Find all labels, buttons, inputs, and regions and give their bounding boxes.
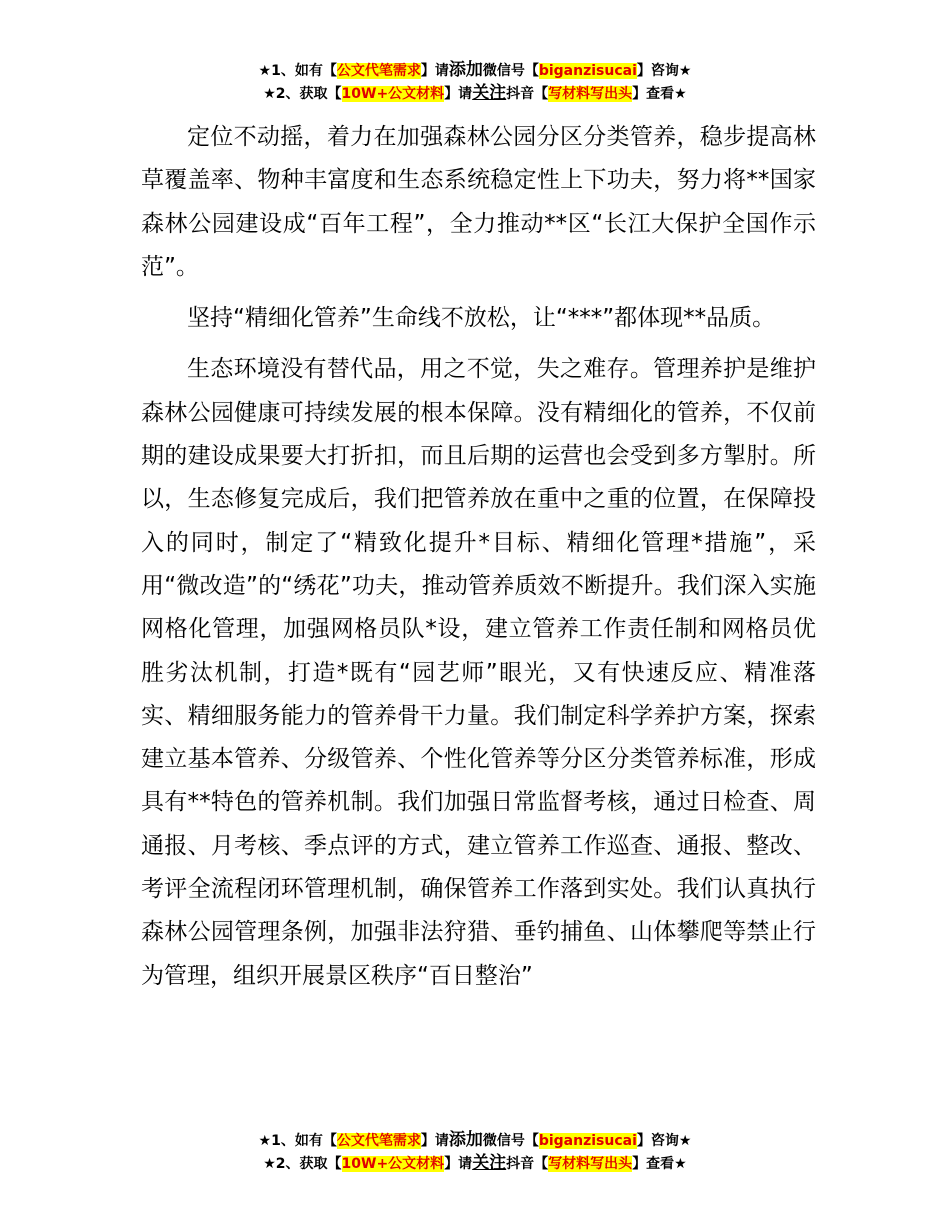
footer-line-1-prefix: ★1、如有【 — [258, 1133, 337, 1149]
footer-line-1-highlight-service: 公文代笔需求 — [336, 1133, 421, 1149]
header-line-2-underline-word: 关注 — [472, 83, 507, 103]
header-line-1-mid-2: 微信号【 — [482, 63, 539, 79]
header-line-2-highlight-materials: 10W+公文材料 — [341, 86, 445, 102]
header-line-2-mid: 】请 — [444, 86, 473, 102]
paragraph-2: 坚持“精细化管养”生命线不放松，让“***”都体现**品质。 — [187, 305, 776, 332]
footer-line-2-highlight-materials: 10W+公文材料 — [341, 1156, 445, 1172]
footer-banner — [0, 1129, 950, 1175]
header-banner — [0, 59, 950, 105]
footer-line-1-highlight-wechat: biganzisucai — [538, 1133, 637, 1149]
header-line-1-mid: 】请 — [420, 63, 449, 79]
header-line-2-suffix: 】查看★ — [632, 86, 687, 102]
footer-line-2 — [0, 1152, 950, 1175]
header-line-2-highlight-douyin: 写材料写出头 — [548, 86, 633, 102]
footer-line-2-mid-2: 抖音【 — [506, 1156, 549, 1172]
header-line-2-mid-2: 抖音【 — [506, 86, 549, 102]
footer-line-1-mid-2: 微信号【 — [482, 1133, 539, 1149]
footer-line-2-highlight-douyin: 写材料写出头 — [548, 1156, 633, 1172]
header-line-1-prefix: ★1、如有【 — [258, 63, 337, 79]
header-line-1-bold-word: 添加 — [448, 60, 483, 80]
header-line-2-prefix: ★2、获取【 — [263, 86, 342, 102]
footer-line-2-prefix: ★2、获取【 — [263, 1156, 342, 1172]
footer-line-2-suffix: 】查看★ — [632, 1156, 687, 1172]
header-line-2 — [0, 82, 950, 105]
footer-line-1-mid: 】请 — [420, 1133, 449, 1149]
paragraph-1: 定位不动摇，着力在加强森林公园分区分类管养，稳步提高林草覆盖率、物种丰富度和生态系统稳定性上下功夫，努力将**国家森林公园建设成“百年工程”，全力推动**区“长江大保护全国作示范”。 — [141, 124, 816, 280]
footer-line-1-suffix: 】咨询★ — [636, 1133, 692, 1149]
header-line-1-suffix: 】咨询★ — [636, 63, 692, 79]
footer-line-2-mid: 】请 — [444, 1156, 473, 1172]
document-body — [141, 116, 816, 1006]
footer-line-2-underline-word: 关注 — [472, 1153, 507, 1173]
header-line-1-highlight-wechat: biganzisucai — [538, 63, 637, 79]
footer-line-1 — [0, 1129, 950, 1152]
header-line-1 — [0, 59, 950, 82]
header-line-1-highlight-service: 公文代笔需求 — [336, 63, 421, 79]
footer-line-1-bold-word: 添加 — [448, 1130, 483, 1150]
paragraph-3: 生态环境没有替代品，用之不觉，失之难存。管理养护是维护森林公园健康可持续发展的根本保障。没有精细化的管养，不仅前期的建设成果要大打折扣，而且后期的运营也会受到多方掣肘。所以，生态修复完成后，我们把管养放在重中之重的位置，在保障投入的同时，制定了“精致化提升*目标、精细化管理*措施”，采用“微改造”的“绣花”功夫，推动管养质效不断提升。我们深入实施网格化管理，加强网格员队*设，建立管养工作责任制和网格员优胜劣汰机制，打造*既有“园艺师”眼光，又有快速反应、精准落实、精细服务能力的管养骨干力量。我们制定科学养护方案，探索建立基本管养、分级管养、个性化管养等分区分类管养标准，形成具有**特色的管养机制。我们加强日常监督考核，通过日检查、周通报、月考核、季点评的方式，建立管养工作巡查、通报、整改、考评全流程闭环管理机制，确保管养工作落到实处。我们认真执行森林公园管理条例，加强非法狩猎、垂钓捕鱼、山体攀爬等禁止行为管理，组织开展景区秩序“百日整治” — [141, 356, 816, 989]
